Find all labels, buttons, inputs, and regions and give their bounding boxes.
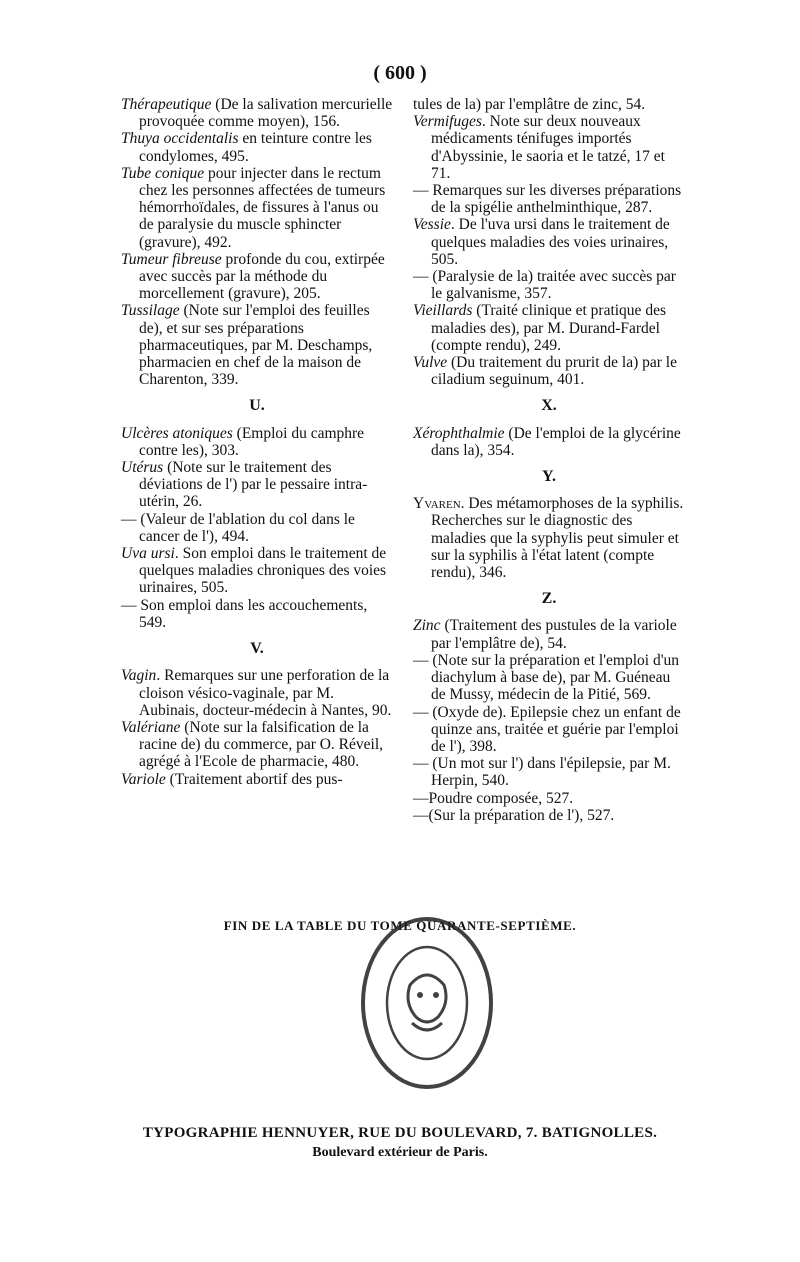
index-text: pour injecter dans le rectum chez les personnes affectées de tumeurs hémorrhoïdales, de fissures à l'anus ou de paralysie du muscle sphincter (gravure), 492.	[139, 164, 386, 251]
index-term: Vessie	[413, 216, 451, 234]
index-text: . Son emploi dans le traitement de quelques maladies chroniques des voies urinaires, 505.	[139, 545, 387, 597]
index-text: — (Valeur de l'ablation du col dans le cancer de l'), 494.	[121, 510, 355, 545]
index-text: —(Sur la préparation de l'), 527.	[413, 806, 615, 824]
index-text: . De l'uva ursi dans le traitement de quelques maladies des voies urinaires, 505.	[431, 216, 670, 268]
index-text: (Note sur le traitement des déviations de l') par le pessaire intra-utérin, 26.	[139, 459, 368, 511]
index-text: (Traitement des pustules de la variole par l'emplâtre de), 54.	[431, 617, 677, 652]
index-text: (Emploi du camphre contre les), 303.	[139, 424, 365, 459]
index-text: (De l'emploi de la glycérine dans la), 354.	[431, 424, 681, 459]
index-text: profonde du cou, extirpée avec succès par la méthode du morcellement (gravure), 205.	[139, 250, 385, 303]
index-entry	[121, 165, 393, 251]
index-term: Utérus	[121, 459, 164, 477]
index-entry	[121, 719, 393, 771]
index-entry	[121, 667, 393, 719]
index-column-right	[413, 96, 685, 824]
index-text: (Traitement abortif des pus-	[165, 770, 343, 788]
index-term: Valériane	[121, 718, 181, 736]
section-letter: Z.	[541, 590, 557, 608]
index-text: — (Un mot sur l') dans l'épilepsie, par M. Herpin, 540.	[413, 755, 671, 790]
section-letter: V.	[250, 640, 264, 658]
library-stamp	[352, 905, 502, 1095]
index-entry	[413, 354, 685, 388]
section-letter: Y.	[541, 468, 557, 486]
index-entry	[121, 425, 393, 459]
index-entry	[413, 652, 685, 704]
imprint-line-2: Boulevard extérieur de Paris.	[312, 1145, 488, 1160]
index-entry	[413, 495, 685, 581]
index-text: — Remarques sur les diverses préparations de la spigélie anthelminthique, 287.	[413, 182, 682, 217]
imprint-line-1: TYPOGRAPHIE HENNUYER, RUE DU BOULEVARD, 7. BATIGNOLLES.	[142, 1125, 658, 1141]
index-text: —Poudre composée, 527.	[413, 789, 574, 807]
index-text: — (Note sur la préparation et l'emploi d'un diachylum à base de), par M. Guéneau de Mussy, médecin de la Pitié, 569.	[413, 651, 679, 704]
index-term: Xérophthalmie	[413, 424, 505, 442]
index-term: Ulcères atoniques	[121, 424, 233, 442]
index-entry	[413, 216, 685, 268]
index-text: . Des métamorphoses de la syphilis. Recherches sur le diagnostic des maladies que la syphylis peut simuler et sur la syphilis à l'état latent (compte rendu), 346.	[431, 495, 684, 582]
index-entry	[413, 425, 685, 459]
index-term: Vermifuges	[413, 113, 482, 131]
index-entry	[413, 790, 685, 807]
index-entry	[413, 96, 685, 113]
index-text: . Note sur deux nouveaux médicaments ténifuges importés d'Abyssinie, le saoria et le tatzé, 17 et 71.	[431, 113, 665, 182]
index-term: Uva ursi	[121, 545, 175, 563]
index-column-left	[121, 96, 393, 788]
stamp-seal-icon	[363, 919, 491, 1087]
index-entry	[413, 704, 685, 756]
index-term: Tumeur fibreuse	[121, 250, 222, 268]
index-entry	[121, 251, 393, 303]
index-text: — (Paralysie de la) traitée avec succès par le galvanisme, 357.	[413, 268, 676, 303]
index-entry	[413, 113, 685, 182]
index-text: (Note sur l'emploi des feuilles de), et sur ses préparations pharmaceutiques, par M. Deschamps, pharmacien en chef de la maison de Charenton, 339.	[139, 302, 373, 389]
index-text: — (Oxyde de). Epilepsie chez un enfant de quinze ans, traitée et guérie par l'emploi de l'), 398.	[413, 703, 681, 755]
index-text: . Remarques sur une perforation de la cloison vésico-vaginale, par M. Aubinais, docteur-médecin à Nantes, 90.	[139, 667, 392, 719]
index-term: Vagin	[121, 667, 157, 685]
index-entry	[413, 807, 685, 824]
printer-imprint	[0, 1125, 800, 1161]
index-entry	[121, 771, 393, 788]
index-term: Variole	[121, 770, 166, 788]
index-term: Zinc	[413, 617, 441, 635]
section-letter: U.	[249, 397, 265, 415]
index-term: Vulve	[413, 354, 448, 372]
index-entry	[413, 182, 685, 216]
index-term: Tussilage	[121, 302, 180, 320]
index-entry	[121, 511, 393, 545]
index-text: tules de la) par l'emplâtre de zinc, 54.	[413, 96, 646, 113]
index-text: en teinture contre les condylomes, 495.	[139, 130, 372, 165]
index-text: (Du traitement du prurit de la) par le ciladium seguinum, 401.	[431, 354, 677, 389]
index-entry	[121, 545, 393, 597]
index-term: Thérapeutique	[121, 96, 212, 113]
end-of-table-line: FIN DE LA TABLE DU TOME QUARANTE-SEPTIÈME.	[223, 918, 577, 933]
index-term: Tube conique	[121, 164, 205, 182]
index-text: (De la salivation mercurielle provoquée comme moyen), 156.	[139, 96, 393, 131]
index-text: (Traité clinique et pratique des maladies des), par M. Durand-Fardel (compte rendu), 249.	[431, 302, 666, 354]
index-entry	[413, 617, 685, 651]
index-entry	[413, 302, 685, 354]
section-letter: X.	[541, 397, 557, 415]
index-term: Vieillards	[413, 302, 473, 320]
page-number: ( 600 )	[373, 62, 427, 84]
index-text: — Son emploi dans les accouchements, 549.	[121, 596, 368, 631]
index-entry	[121, 597, 393, 631]
index-entry	[413, 268, 685, 302]
index-text: (Note sur la falsification de la racine de) du commerce, par O. Réveil, agrégé à l'Ecole de pharmacie, 480.	[139, 718, 384, 771]
index-term: Thuya occidentalis	[121, 130, 239, 148]
index-entry	[121, 96, 393, 130]
index-entry	[413, 755, 685, 789]
index-entry	[121, 302, 393, 388]
index-entry	[121, 130, 393, 164]
index-author: Yvaren	[413, 495, 461, 513]
index-entry	[121, 459, 393, 511]
